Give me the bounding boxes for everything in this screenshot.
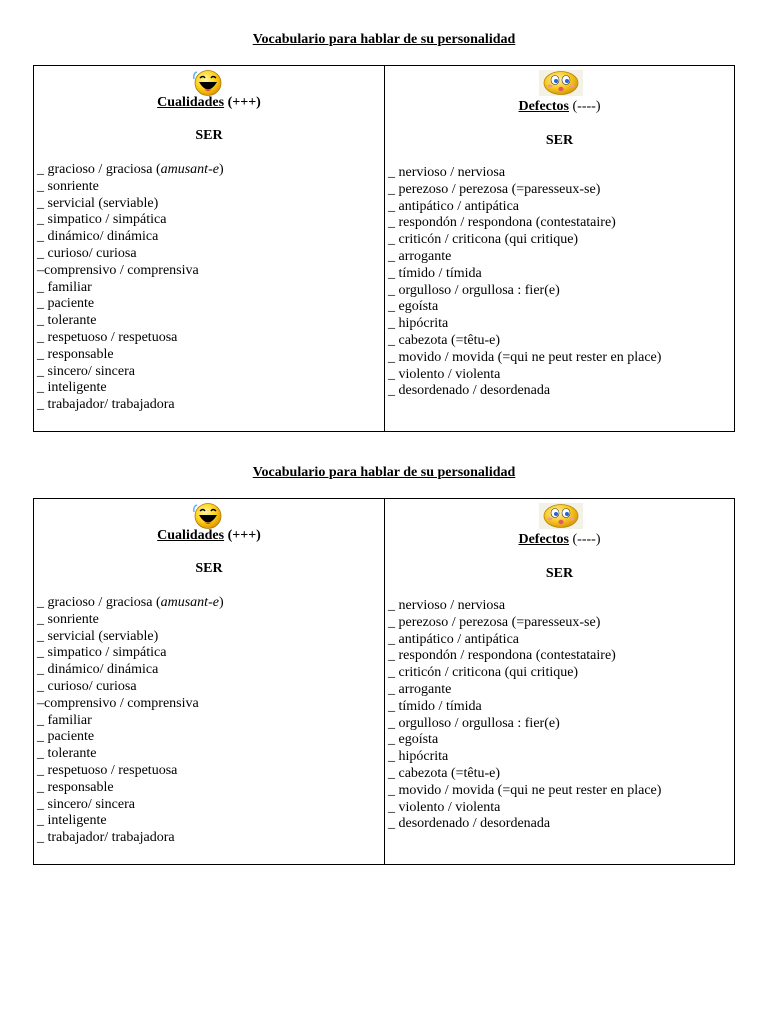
vocab-table (33, 65, 735, 432)
defects-heading: Defectos (----) (518, 99, 601, 114)
list-item: _ familiar (37, 712, 92, 728)
sheet-title: Vocabulario para hablar de su personalidad (252, 465, 516, 480)
list-item: _ criticón / criticona (qui critique) (388, 665, 579, 681)
list-item: _ egoísta (388, 299, 439, 315)
list-item: _ familiar (37, 279, 92, 295)
list-item: _ egoísta (388, 732, 439, 748)
list-item: _ cabezota (=têtu-e) (388, 332, 501, 348)
list-item: _ movido / movida (=qui ne peut rester en place) (388, 349, 662, 365)
list-item: _ tímido / tímida (388, 698, 482, 714)
list-item: _ nervioso / nerviosa (388, 598, 506, 613)
list-item: _ gracioso / graciosa (amusant-e) (37, 162, 224, 177)
list-item: _ nervioso / nerviosa (388, 165, 506, 180)
list-item: _ paciente (37, 729, 95, 745)
list-item: _ violento / violenta (388, 366, 501, 382)
vocab-table (33, 498, 735, 865)
list-item: _ movido / movida (=qui ne peut rester en place) (388, 782, 662, 798)
list-item: _ trabajador/ trabajadora (37, 830, 175, 846)
list-item: _ simpatico / simpática (37, 645, 167, 661)
list-item: _ curioso/ curiosa (37, 678, 137, 694)
defects-list (388, 165, 661, 400)
list-item: –comprensivo / comprensiva (37, 695, 199, 711)
list-item: _ responsable (37, 779, 114, 795)
ser-label: SER (195, 561, 223, 576)
defects-list (388, 598, 661, 833)
defects-column (384, 499, 734, 864)
sheet-title: Vocabulario para hablar de su personalidad (252, 32, 516, 47)
list-item: _ curioso/ curiosa (37, 245, 137, 261)
list-item: _ desordenado / desordenada (388, 383, 551, 399)
qualities-heading: Cualidades (+++) (157, 528, 261, 543)
list-item: _ arrogante (388, 681, 452, 697)
list-item: _ hipócrita (388, 316, 449, 332)
list-item: _ simpatico / simpática (37, 212, 167, 228)
qualities-list (37, 595, 224, 847)
vocab-sheet-2 (0, 463, 768, 846)
list-item: _ inteligente (37, 813, 107, 829)
list-item: _ antipático / antipática (388, 631, 520, 647)
pouting-face-icon (539, 70, 583, 96)
list-item: _ arrogante (388, 248, 452, 264)
list-item: _ sincero/ sincera (37, 363, 135, 379)
list-item: _ desordenado / desordenada (388, 816, 551, 832)
list-item: _ tolerante (37, 746, 97, 762)
list-item: _ hipócrita (388, 749, 449, 765)
list-item: _ servicial (serviable) (37, 195, 159, 211)
list-item: _ tolerante (37, 313, 97, 329)
list-item: _ criticón / criticona (qui critique) (388, 232, 579, 248)
laughing-face-icon (192, 502, 224, 530)
list-item: _ sonriente (37, 178, 99, 194)
ser-label: SER (195, 128, 223, 143)
list-item: _ dinámico/ dinámica (37, 229, 159, 245)
list-item: _ violento / violenta (388, 799, 501, 815)
list-item: _ responsable (37, 346, 114, 362)
list-item: _ gracioso / graciosa (amusant-e) (37, 595, 224, 610)
list-item: _ perezoso / perezosa (=paresseux-se) (388, 614, 601, 630)
list-item: _ respondón / respondona (contestataire) (388, 648, 616, 664)
vocab-sheet-1 (0, 30, 768, 413)
list-item: _ servicial (serviable) (37, 628, 159, 644)
qualities-column (34, 66, 384, 431)
list-item: –comprensivo / comprensiva (37, 262, 199, 278)
list-item: _ inteligente (37, 380, 107, 396)
qualities-column (34, 499, 384, 864)
pouting-face-icon (539, 503, 583, 529)
list-item: _ dinámico/ dinámica (37, 662, 159, 678)
ser-label: SER (545, 566, 574, 581)
list-item: _ cabezota (=têtu-e) (388, 765, 501, 781)
list-item: _ sonriente (37, 611, 99, 627)
list-item: _ orgulloso / orgullosa : fier(e) (388, 282, 560, 298)
defects-heading: Defectos (----) (518, 532, 601, 547)
defects-column (384, 66, 734, 431)
list-item: _ paciente (37, 296, 95, 312)
qualities-heading: Cualidades (+++) (157, 95, 261, 110)
list-item: _ antipático / antipática (388, 198, 520, 214)
list-item: _ sincero/ sincera (37, 796, 135, 812)
list-item: _ respetuoso / respetuosa (37, 762, 178, 778)
list-item: _ trabajador/ trabajadora (37, 397, 175, 413)
list-item: _ tímido / tímida (388, 265, 482, 281)
laughing-face-icon (192, 69, 224, 97)
ser-label: SER (545, 133, 574, 148)
list-item: _ orgulloso / orgullosa : fier(e) (388, 715, 560, 731)
list-item: _ perezoso / perezosa (=paresseux-se) (388, 181, 601, 197)
qualities-list (37, 162, 224, 414)
list-item: _ respetuoso / respetuosa (37, 329, 178, 345)
list-item: _ respondón / respondona (contestataire) (388, 215, 616, 231)
